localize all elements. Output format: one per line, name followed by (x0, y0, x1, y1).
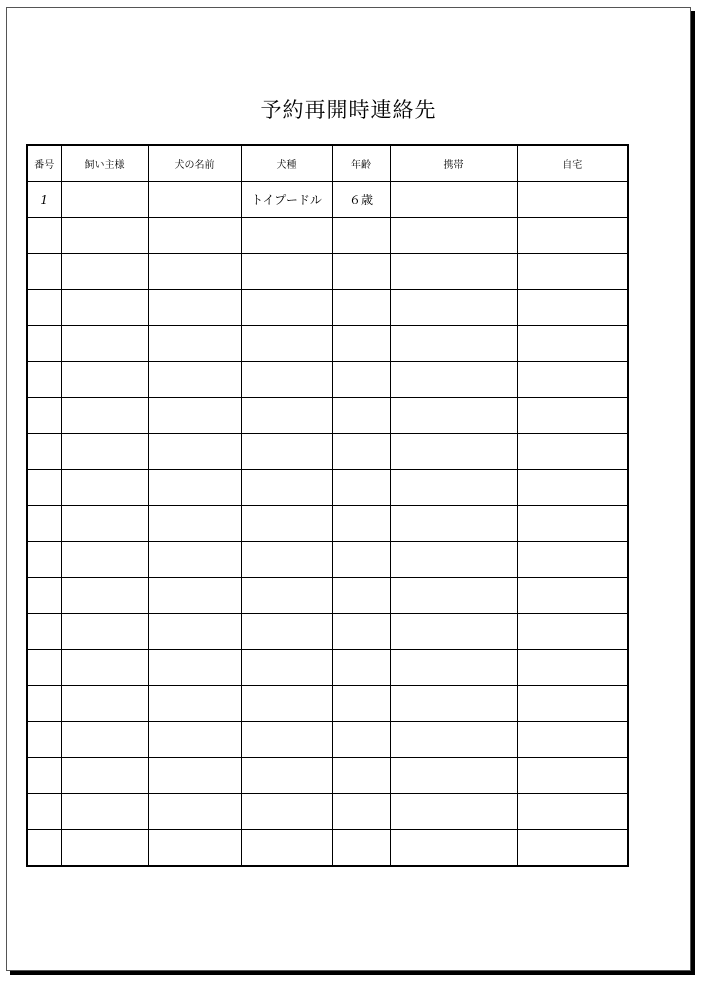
table-row (27, 650, 628, 686)
cell-mobile (390, 434, 517, 470)
cell-home (517, 578, 628, 614)
cell-dog-name (148, 470, 241, 506)
cell-owner (61, 830, 148, 867)
cell-number (27, 254, 61, 290)
cell-owner (61, 542, 148, 578)
table-row (27, 362, 628, 398)
cell-age (332, 362, 390, 398)
cell-owner (61, 578, 148, 614)
cell-home (517, 362, 628, 398)
cell-mobile (390, 470, 517, 506)
cell-number (27, 434, 61, 470)
cell-mobile (390, 722, 517, 758)
cell-dog-name (148, 362, 241, 398)
cell-mobile (390, 578, 517, 614)
cell-age (332, 506, 390, 542)
cell-dog-name (148, 326, 241, 362)
cell-breed (241, 758, 332, 794)
cell-age (332, 434, 390, 470)
cell-mobile (390, 542, 517, 578)
cell-mobile (390, 290, 517, 326)
cell-owner (61, 398, 148, 434)
cell-number (27, 362, 61, 398)
cell-dog-name (148, 218, 241, 254)
cell-breed (241, 506, 332, 542)
cell-number (27, 326, 61, 362)
cell-home (517, 470, 628, 506)
cell-home (517, 218, 628, 254)
cell-owner (61, 434, 148, 470)
cell-number (27, 218, 61, 254)
table-row (27, 794, 628, 830)
cell-home (517, 758, 628, 794)
cell-number (27, 290, 61, 326)
table-row (27, 686, 628, 722)
cell-owner (61, 470, 148, 506)
cell-breed (241, 290, 332, 326)
column-header-owner: 飼い主様 (61, 145, 148, 182)
cell-age (332, 542, 390, 578)
column-header-mobile: 携帯 (390, 145, 517, 182)
cell-breed (241, 722, 332, 758)
table-row (27, 290, 628, 326)
cell-mobile (390, 830, 517, 867)
cell-mobile (390, 218, 517, 254)
cell-owner (61, 254, 148, 290)
column-header-number: 番号 (27, 145, 61, 182)
cell-owner (61, 758, 148, 794)
cell-owner (61, 506, 148, 542)
table-row (27, 758, 628, 794)
cell-owner (61, 686, 148, 722)
cell-age (332, 794, 390, 830)
cell-number (27, 758, 61, 794)
cell-breed (241, 326, 332, 362)
cell-mobile (390, 794, 517, 830)
cell-age (332, 290, 390, 326)
cell-age (332, 578, 390, 614)
table-row (27, 398, 628, 434)
cell-age: ６歳 (332, 182, 390, 218)
cell-home (517, 506, 628, 542)
cell-dog-name (148, 686, 241, 722)
cell-dog-name (148, 650, 241, 686)
cell-breed (241, 578, 332, 614)
table-row (27, 830, 628, 867)
cell-dog-name (148, 830, 241, 867)
cell-mobile (390, 506, 517, 542)
cell-breed (241, 218, 332, 254)
cell-number (27, 722, 61, 758)
column-header-home: 自宅 (517, 145, 628, 182)
cell-owner (61, 182, 148, 218)
table-row (27, 182, 628, 218)
cell-age (332, 758, 390, 794)
cell-mobile (390, 758, 517, 794)
cell-breed (241, 434, 332, 470)
document-page (6, 7, 691, 971)
cell-owner (61, 290, 148, 326)
cell-owner (61, 650, 148, 686)
cell-number (27, 506, 61, 542)
cell-age (332, 470, 390, 506)
cell-breed (241, 614, 332, 650)
cell-age (332, 254, 390, 290)
cell-breed (241, 362, 332, 398)
cell-home (517, 434, 628, 470)
header-row (27, 145, 628, 182)
cell-breed (241, 686, 332, 722)
cell-age (332, 614, 390, 650)
cell-number (27, 470, 61, 506)
cell-home (517, 614, 628, 650)
cell-number (27, 686, 61, 722)
cell-dog-name (148, 182, 241, 218)
table-body (27, 182, 628, 867)
cell-dog-name (148, 794, 241, 830)
cell-age (332, 326, 390, 362)
cell-dog-name (148, 506, 241, 542)
cell-age (332, 830, 390, 867)
cell-breed (241, 470, 332, 506)
contact-table (26, 144, 629, 867)
cell-mobile (390, 326, 517, 362)
cell-dog-name (148, 614, 241, 650)
cell-breed (241, 254, 332, 290)
cell-home (517, 542, 628, 578)
cell-breed (241, 542, 332, 578)
cell-mobile (390, 686, 517, 722)
table-row (27, 578, 628, 614)
cell-home (517, 398, 628, 434)
cell-owner (61, 794, 148, 830)
table-row (27, 614, 628, 650)
column-header-age: 年齢 (332, 145, 390, 182)
cell-mobile (390, 182, 517, 218)
table-row (27, 326, 628, 362)
table-row (27, 218, 628, 254)
cell-dog-name (148, 290, 241, 326)
cell-number (27, 398, 61, 434)
cell-age (332, 686, 390, 722)
cell-dog-name (148, 542, 241, 578)
cell-dog-name (148, 578, 241, 614)
cell-breed (241, 794, 332, 830)
cell-breed (241, 650, 332, 686)
table-row (27, 506, 628, 542)
cell-owner (61, 722, 148, 758)
cell-age (332, 218, 390, 254)
cell-dog-name (148, 758, 241, 794)
cell-dog-name (148, 398, 241, 434)
table-row (27, 470, 628, 506)
cell-owner (61, 326, 148, 362)
page-title: 予約再開時連絡先 (260, 98, 437, 122)
table-row (27, 254, 628, 290)
table-row (27, 542, 628, 578)
cell-owner (61, 218, 148, 254)
cell-number: 1 (27, 182, 61, 218)
cell-dog-name (148, 434, 241, 470)
cell-breed: トイプードル (241, 182, 332, 218)
column-header-breed: 犬種 (241, 145, 332, 182)
cell-breed (241, 398, 332, 434)
cell-home (517, 290, 628, 326)
table-row (27, 434, 628, 470)
cell-mobile (390, 650, 517, 686)
cell-mobile (390, 254, 517, 290)
cell-home (517, 830, 628, 867)
cell-home (517, 182, 628, 218)
cell-age (332, 650, 390, 686)
cell-number (27, 578, 61, 614)
cell-age (332, 722, 390, 758)
cell-home (517, 794, 628, 830)
cell-mobile (390, 614, 517, 650)
cell-home (517, 650, 628, 686)
cell-age (332, 398, 390, 434)
cell-mobile (390, 398, 517, 434)
cell-number (27, 794, 61, 830)
cell-dog-name (148, 254, 241, 290)
cell-owner (61, 614, 148, 650)
cell-number (27, 650, 61, 686)
cell-home (517, 326, 628, 362)
table-row (27, 722, 628, 758)
cell-mobile (390, 362, 517, 398)
cell-home (517, 722, 628, 758)
cell-home (517, 254, 628, 290)
cell-number (27, 614, 61, 650)
cell-number (27, 830, 61, 867)
cell-dog-name (148, 722, 241, 758)
column-header-dog-name: 犬の名前 (148, 145, 241, 182)
cell-owner (61, 362, 148, 398)
cell-breed (241, 830, 332, 867)
cell-home (517, 686, 628, 722)
cell-number (27, 542, 61, 578)
